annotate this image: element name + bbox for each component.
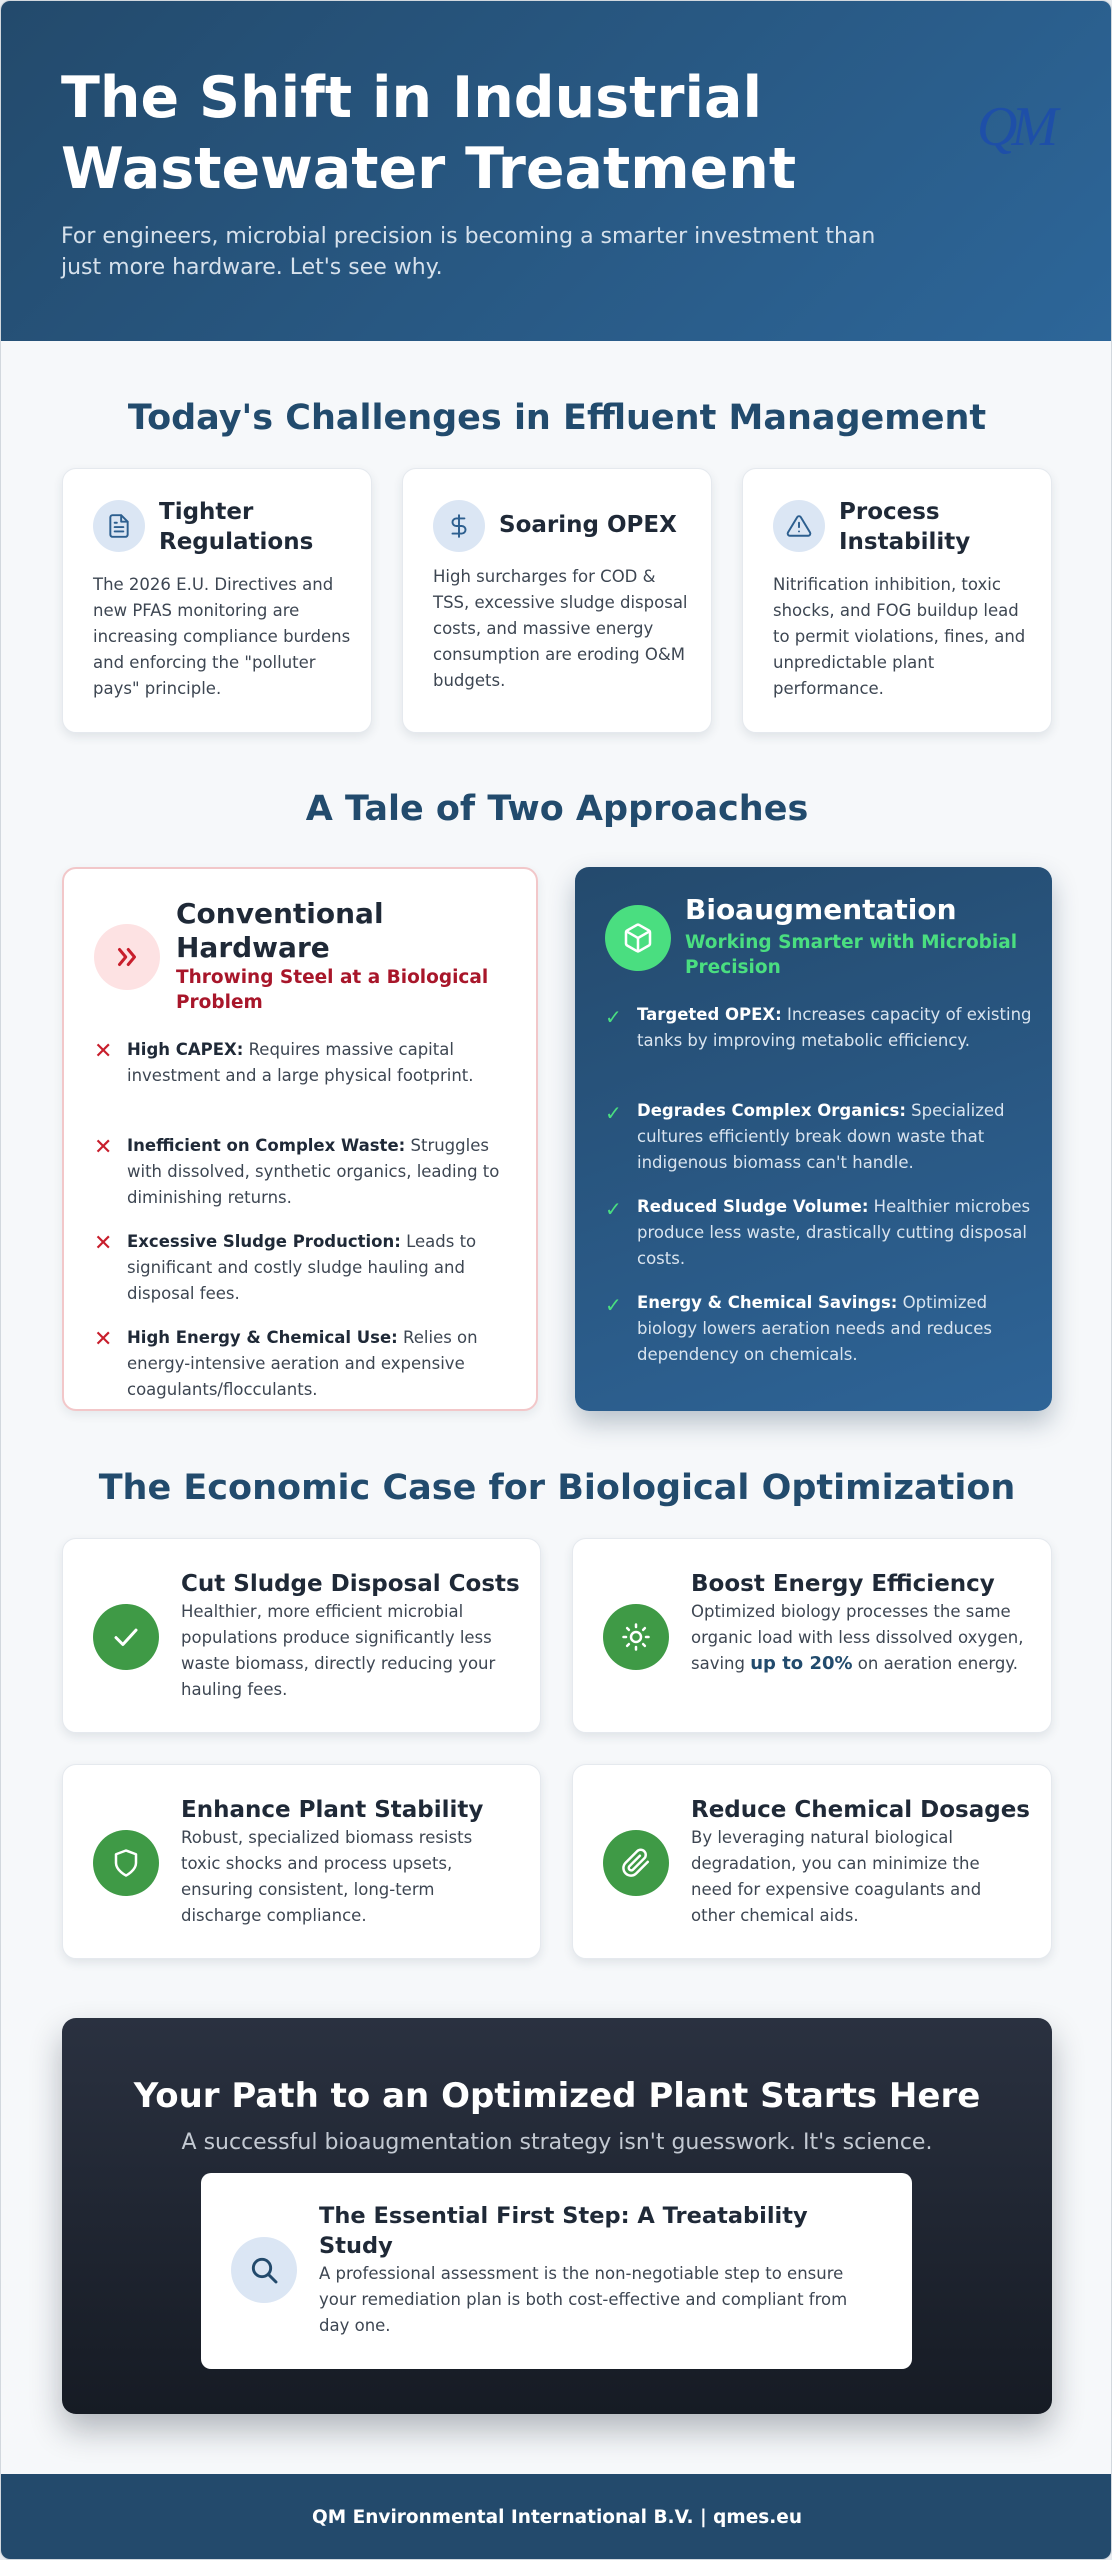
conventional-item: High Energy & Chemical Use: Relies on energy-intensive aeration and expensive coagulants/flocculants. — [127, 1328, 478, 1399]
conventional-item: Excessive Sludge Production: Leads to significant and costly sludge hauling and disposal fees. — [127, 1232, 477, 1303]
warning-icon — [773, 500, 825, 552]
check-icon: ✓ — [605, 1197, 622, 1221]
econ-body: Optimized biology processes the same organic load with less dissolved oxygen, saving up to 20% on aeration energy. — [691, 1602, 1024, 1674]
cross-icon: ✕ — [94, 1327, 113, 1352]
challenge-heading: Tighter Regulations — [159, 499, 314, 555]
sun-icon — [603, 1604, 669, 1670]
bio-heading: Bioaugmentation — [685, 893, 957, 926]
paperclip-icon — [603, 1830, 669, 1896]
econ-card-sludge — [62, 1538, 541, 1733]
hero-header — [1, 1, 1112, 341]
bio-item: Energy & Chemical Savings: Optimized biology lowers aeration needs and reduces dependency on chemicals. — [637, 1293, 992, 1364]
cube-icon — [605, 905, 671, 971]
bio-tagline: Working Smarter with Microbial Precision — [685, 932, 1018, 978]
check-icon: ✓ — [605, 1005, 622, 1029]
check-icon: ✓ — [605, 1101, 622, 1125]
challenges-section-title: Today's Challenges in Effluent Management — [127, 398, 987, 438]
cross-icon: ✕ — [94, 1231, 113, 1256]
bio-item: Targeted OPEX: Increases capacity of existing tanks by improving metabolic efficiency. — [637, 1005, 1032, 1050]
economics-section-title: The Economic Case for Biological Optimization — [98, 1468, 1016, 1508]
cta-subtitle: A successful bioaugmentation strategy isn't guesswork. It's science. — [181, 2130, 933, 2155]
challenge-heading: Process Instability — [839, 499, 971, 555]
econ-heading: Cut Sludge Disposal Costs — [181, 1571, 520, 1597]
treatability-study-card — [201, 2173, 912, 2369]
page-title: The Shift in Industrial Wastewater Treatment — [61, 65, 797, 202]
cross-icon: ✕ — [94, 1039, 113, 1064]
dollar-icon — [433, 500, 485, 552]
econ-body: Robust, specialized biomass resists toxic shocks and process upsets, ensuring consistent, long-term discharge compliance. — [181, 1828, 473, 1925]
page-subtitle: For engineers, microbial precision is becoming a smarter investment than just more hardware. Let's see why. — [61, 224, 876, 280]
challenge-body: High surcharges for COD & TSS, excessive sludge disposal costs, and massive energy consumption are eroding O&M budgets. — [433, 567, 688, 690]
cta-title: Your Path to an Optimized Plant Starts Here — [133, 2076, 981, 2116]
cross-icon: ✕ — [94, 1135, 113, 1160]
check-icon — [93, 1604, 159, 1670]
bioaugmentation-card — [575, 867, 1052, 1411]
cta-card-heading: The Essential First Step: A Treatability Study — [319, 2203, 808, 2259]
challenge-card-instability — [742, 468, 1052, 733]
cta-section — [62, 2018, 1052, 2414]
double-chevron-icon — [94, 924, 160, 990]
challenge-body: The 2026 E.U. Directives and new PFAS monitoring are increasing compliance burdens and enforcing the "polluter pays" principle. — [93, 575, 351, 698]
econ-heading: Enhance Plant Stability — [181, 1797, 484, 1823]
conventional-item: High CAPEX: Requires massive capital investment and a large physical footprint. — [127, 1040, 474, 1085]
bio-item: Degrades Complex Organics: Specialized cultures efficiently break down waste that indigenous biomass can't handle. — [637, 1101, 1005, 1172]
challenge-card-regulations — [62, 468, 372, 733]
econ-heading: Boost Energy Efficiency — [691, 1571, 995, 1597]
shield-icon — [93, 1830, 159, 1896]
challenge-card-opex — [402, 468, 712, 733]
econ-heading: Reduce Chemical Dosages — [691, 1797, 1030, 1823]
qm-logo: QM — [977, 96, 1053, 158]
econ-body: Healthier, more efficient microbial populations produce significantly less waste biomass, directly reducing your hauling fees. — [181, 1602, 496, 1699]
energy-savings-highlight: up to 20% — [750, 1653, 853, 1674]
conventional-heading: Conventional Hardware — [176, 897, 384, 964]
check-icon: ✓ — [605, 1293, 622, 1317]
cta-card-body: A professional assessment is the non-negotiable step to ensure your remediation plan is both cost-effective and compliant from day one. — [319, 2264, 848, 2335]
conventional-tagline: Throwing Steel at a Biological Problem — [176, 967, 489, 1013]
document-icon — [93, 500, 145, 552]
econ-card-stability — [62, 1764, 541, 1959]
conventional-item: Inefficient on Complex Waste: Struggles with dissolved, synthetic organics, leading to diminishing returns. — [127, 1136, 500, 1207]
conventional-hardware-card — [62, 867, 538, 1411]
challenge-heading: Soaring OPEX — [499, 512, 677, 538]
search-icon — [231, 2237, 297, 2303]
bio-item: Reduced Sludge Volume: Healthier microbes produce less waste, drastically cutting disposal costs. — [637, 1197, 1031, 1268]
econ-body: By leveraging natural biological degradation, you can minimize the need for expensive coagulants and other chemical aids. — [691, 1828, 982, 1925]
approaches-section-title: A Tale of Two Approaches — [305, 789, 809, 829]
econ-card-energy — [572, 1538, 1052, 1733]
footer: QM Environmental International B.V. | qmes.eu — [1, 2474, 1112, 2560]
econ-card-chemical — [572, 1764, 1052, 1959]
challenge-body: Nitrification inhibition, toxic shocks, and FOG buildup lead to permit violations, fines, and unpredictable plant performance. — [773, 575, 1026, 698]
